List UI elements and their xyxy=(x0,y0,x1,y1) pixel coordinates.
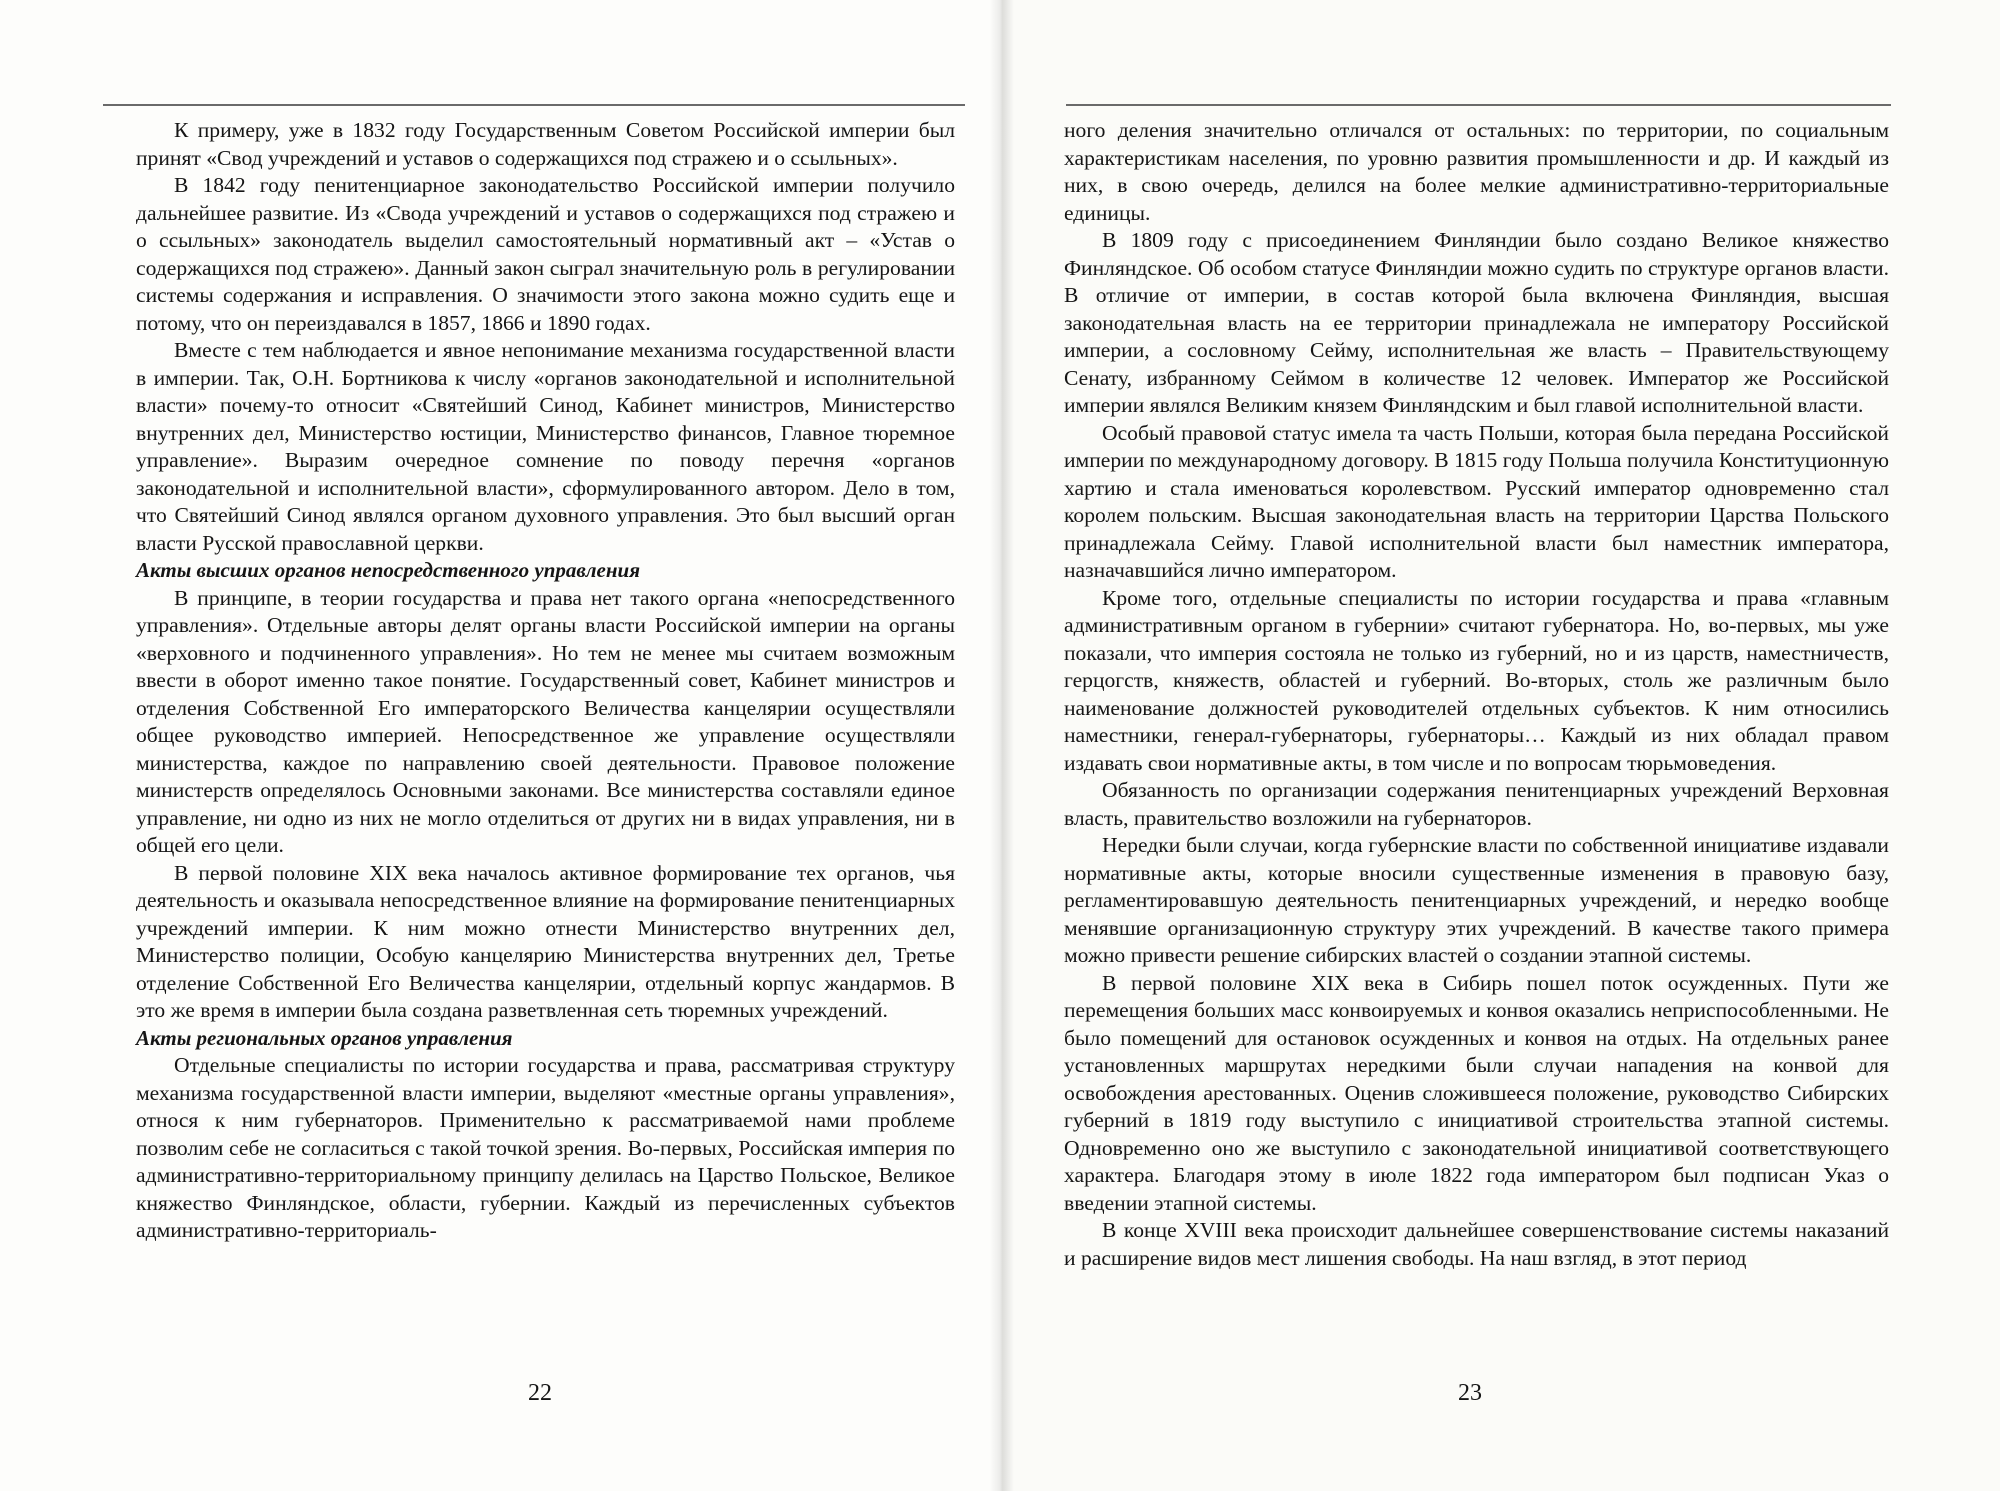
paragraph: В конце XVIII века происходит дальнейшее совершенствование системы наказаний и расширение видов мест лишения свободы. На наш взгляд, в этот период xyxy=(1064,1218,1889,1270)
right-page-text xyxy=(1064,117,1889,1272)
paragraph: Обязанность по организации содержания пенитенциарных учреждений Верховная власть, правительство возложили на губернаторов. xyxy=(1064,778,1889,830)
section-heading: Акты региональных органов управления xyxy=(136,1025,513,1050)
paragraph: В первой половине XIX века в Сибирь пошел поток осужденных. Пути же перемещения больших масс конвоируемых и конвоя оказались неприспособленными. Не было помещений для остановок осужденных и конвоя на отдых. На отдельных ранее установленных маршрутах нередкими были случаи нападения на конвой для освобождения арестованных. Оценив сложившееся положение, руководство Сибирских губерний в 1819 году выступило с инициативой строительства этапной системы. Одновременно оно же выступило с законодательной инициативой соответствующего характера. Благодаря этому в июле 1822 года императором был подписан Указ о введении этапной системы. xyxy=(1064,970,1889,1215)
paragraph: Нередки были случаи, когда губернские власти по собственной инициативе издавали нормативные акты, которые вносили существенные изменения в правовую базу, регламентировавшую деятельность пенитенциарных учреждений, и нередко вообще менявшие организационную структуру этих учреждений. В качестве такого примера можно привести решение сибирских властей о создании этапной системы. xyxy=(1064,833,1889,967)
paragraph: В принципе, в теории государства и права нет такого органа «непосредственного управления». Отдельные авторы делят органы власти Российской империи на органы «верховного и подчиненного управления». Но тем не менее мы считаем возможным ввести в оборот именно такое понятие. Государственный совет, Кабинет министров и отделения Собственной Его императорского Величества канцелярии осуществляли общее руководство империей. Непосредственное же управление осуществляли министерства, каждое по направлению своей деятельности. Правовое положение министерств определялось Основными законами. Все министерства составляли единое управление, ни одно из них не могло отделиться от других ни в видах управления, ни в общей его цели. xyxy=(136,585,955,857)
page-number: 23 xyxy=(1458,1380,1482,1406)
paragraph: Вместе с тем наблюдается и явное непонимание механизма государственной власти в империи. Так, О.Н. Бортникова к числу «органов законодательной и исполнительной власти» почему-то относит «Святейший Синод, Кабинет министров, Министерство внутренних дел, Министерство юстиции, Министерство финансов, Главное тюремное управление». Выразим очередное сомнение по поводу перечня «органов законодательной и исполнительной власти», сформулированного автором. Дело в том, что Святейший Синод являлся органом духовного управления. Это был высший орган власти Русской православной церкви. xyxy=(136,338,955,555)
right-page xyxy=(1000,0,2000,1491)
paragraph: Кроме того, отдельные специалисты по истории государства и права «главным административным органом в губернии» считают губернатора. Но, во-первых, мы уже показали, что империя состояла не только из губерний, но и из царств, наместничеств, герцогств, княжеств, областей и губерний. Во-вторых, столь же различным было наименование должностей руководителей отдельных субъектов. К ним относились наместники, генерал-губернаторы, губернаторы… Каждый из них обладал правом издавать свои нормативные акты, в том числе и по вопросам тюрьмоведения. xyxy=(1064,585,1889,775)
paragraph-continued: ного деления значительно отличался от остальных: по территории, по социальным характеристикам населения, по уровню развития промышленности и др. И каждый из них, в свою очередь, делился на более мелкие административно-территориальные единицы. xyxy=(1064,118,1889,225)
header-rule xyxy=(103,104,965,106)
paragraph: В 1842 году пенитенциарное законодательство Российской империи получило дальнейшее развитие. Из «Свода учреждений и уставов о содержащихся под стражею и о ссыльных» законодатель выделил самостоятельный нормативный акт – «Устав о содержащихся под стражею». Данный закон сыграл значительную роль в регулировании системы содержания и исправления. О значимости этого закона можно судить еще и потому, что он переиздавался в 1857, 1866 и 1890 годах. xyxy=(136,173,955,335)
paragraph: К примеру, уже в 1832 году Государственным Советом Российской империи был принят «Свод учреждений и уставов о содержащихся под стражею и о ссыльных». xyxy=(136,118,955,170)
paragraph: Отдельные специалисты по истории государства и права, рассматривая структуру механизма государственной власти империи, выделяют «местные органы управления», относя к ним губернаторов. Применительно к рассматриваемой нами проблеме позволим себе не согласиться с такой точкой зрения. Во-первых, Российская империя по административно-территориальному принципу делилась на Царство Польское, Великое княжество Финляндское, области, губернии. Каждый из перечисленных субъектов административно-территориаль- xyxy=(136,1053,955,1242)
section-heading: Акты высших органов непосредственного управления xyxy=(136,558,641,582)
page-number: 22 xyxy=(528,1380,552,1406)
book-gutter xyxy=(990,0,1014,1491)
paragraph: В 1809 году с присоединением Финляндии было создано Великое княжество Финляндское. Об особом статусе Финляндии можно судить по структуре органов власти. В отличие от империи, в состав которой была включена Финляндия, высшая законодательная власть на ее территории принадлежала не императору Российской империи, а сословному Сейму, исполнительная же власть – Правительствующему Сенату, избранному Сеймом в количестве 12 человек. Император же Российской империи являлся Великим князем Финляндским и был главой исполнительной власти. xyxy=(1064,228,1889,417)
left-page-text xyxy=(136,117,955,1245)
paragraph: В первой половине XIX века началось активное формирование тех органов, чья деятельность и оказывала непосредственное влияние на формирование пенитенциарных учреждений империи. К ним можно отнести Министерство внутренних дел, Министерство полиции, Особую канцелярию Министерства внутренних дел, Третье отделение Собственной Его Величества канцелярии, отдельный корпус жандармов. В это же время в империи была создана разветвленная сеть тюремных учреждений. xyxy=(136,860,955,1022)
header-rule xyxy=(1066,104,1891,106)
paragraph: Особый правовой статус имела та часть Польши, которая была передана Российской империи по международному договору. В 1815 году Польша получила Конституционную хартию и стала именоваться королевством. Русский император одновременно стал королем польским. Высшая законодательная власть на территории Царства Польского принадлежала Сейму. Главой исполнительной власти был наместник императора, назначавшийся лично императором. xyxy=(1064,420,1889,582)
